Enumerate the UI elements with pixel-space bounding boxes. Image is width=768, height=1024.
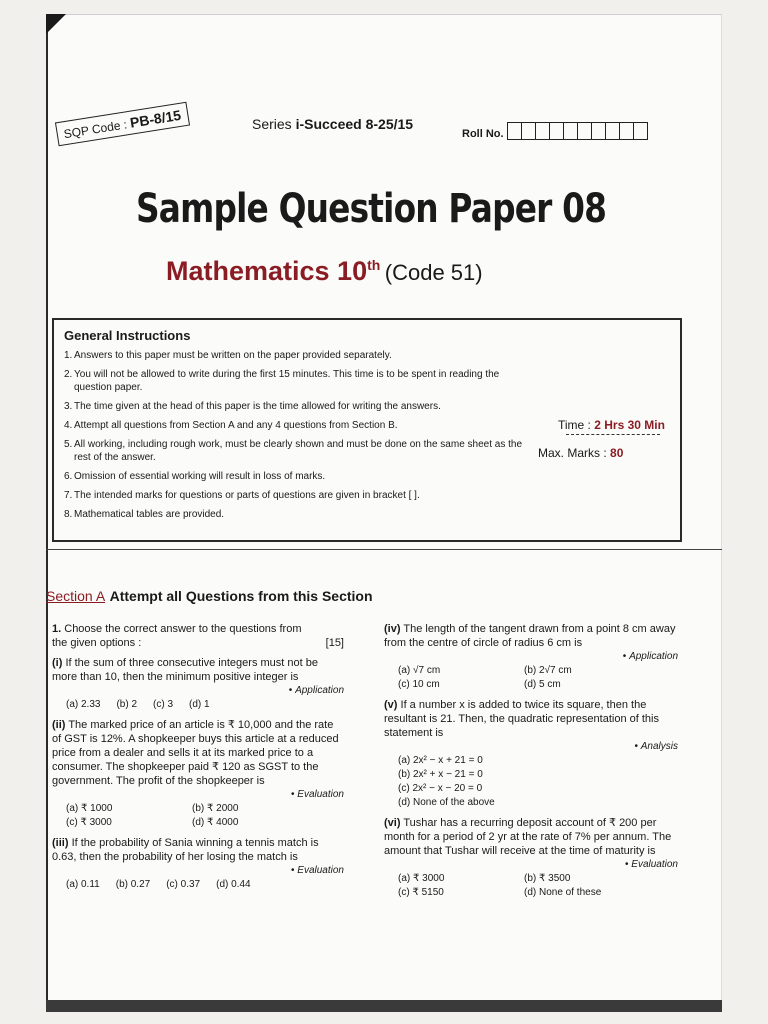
sub-question — [384, 698, 678, 810]
subject-code: (Code 51) — [384, 260, 483, 285]
sub-question — [52, 656, 344, 712]
instruction-text: Attempt all questions from Section A and any 4 questions from Section B. — [74, 420, 398, 431]
instruction-item — [64, 438, 534, 464]
instruction-text: You will not be allowed to write during the first 15 minutes. This time is to be spent in reading the question paper. — [74, 369, 500, 393]
answer-option[interactable]: (a) √7 cm — [398, 665, 441, 676]
instruction-number: 7. — [64, 490, 73, 501]
instruction-text: The time given at the head of this paper is the time allowed for writing the answers. — [74, 401, 441, 412]
section-title: Attempt all Questions from this Section — [109, 588, 373, 604]
question-tag: • Evaluation — [52, 788, 344, 802]
sub-question-number: (iii) — [52, 837, 69, 849]
answer-option[interactable]: (a) 0.11 — [66, 879, 100, 890]
left-column — [52, 622, 344, 898]
question-tag: • Application — [52, 684, 344, 698]
instruction-text: Omission of essential working will result in loss of marks. — [74, 471, 326, 482]
series-label: Series — [252, 116, 292, 132]
sub-question — [52, 718, 344, 830]
instruction-number: 1. — [64, 350, 73, 361]
q1-text: Choose the correct answer to the questions from the given options : — [52, 623, 302, 649]
roll-number-label: Roll No. — [462, 128, 504, 140]
page-title: Sample Question Paper 08 — [136, 186, 607, 232]
roll-number-boxes — [507, 122, 647, 140]
instruction-item — [64, 368, 534, 394]
instruction-number: 8. — [64, 509, 73, 520]
answer-option[interactable]: (c) 10 cm — [398, 679, 440, 690]
instruction-item — [64, 400, 534, 413]
series-name: i-Succeed 8-25/15 — [295, 116, 414, 132]
roll-number-box[interactable] — [507, 122, 522, 140]
sub-question-text: The length of the tangent drawn from a point 8 cm away from the centre of circle of radius 6 cm is — [384, 623, 676, 649]
sub-question — [384, 816, 678, 900]
instruction-number: 3. — [64, 401, 73, 412]
question-tag: • Application — [384, 650, 678, 664]
page-edge-shadow — [46, 1000, 722, 1012]
answer-option[interactable]: (b) 2x² + x − 21 = 0 — [398, 769, 483, 780]
q1-number: 1. — [52, 623, 62, 635]
subject-sup: th — [367, 257, 381, 273]
answer-options — [384, 664, 678, 692]
answer-option[interactable]: (b) 2√7 cm — [524, 665, 572, 676]
answer-option[interactable]: (b) ₹ 3500 — [524, 873, 571, 884]
divider-line — [46, 549, 722, 550]
answer-option[interactable]: (c) 2x² − x − 20 = 0 — [398, 783, 483, 794]
roll-number-box[interactable] — [619, 122, 634, 140]
answer-option[interactable]: (d) 1 — [189, 699, 210, 710]
sub-question-text: If a number x is added to twice its square, then the resultant is 21. Then, the quadratic representation of this statement is — [384, 699, 659, 739]
sub-question-number: (iv) — [384, 623, 401, 635]
instruction-item — [64, 508, 534, 521]
roll-number-box[interactable] — [563, 122, 578, 140]
right-column — [384, 622, 678, 906]
answer-option[interactable]: (a) ₹ 3000 — [398, 873, 445, 884]
max-marks — [538, 446, 623, 460]
section-heading — [46, 588, 373, 606]
sub-question-number: (ii) — [52, 719, 66, 731]
answer-options — [384, 754, 678, 810]
answer-option[interactable]: (b) 0.27 — [115, 879, 151, 890]
instruction-text: Answers to this paper must be written on the paper provided separately. — [74, 350, 392, 361]
sqp-code: PB-8/15 — [128, 106, 183, 131]
sub-question-text: Tushar has a recurring deposit account of ₹ 200 per month for a period of 2 yr at the rate of 7% per annum. The amount that Tushar will receive at the time of maturity is — [384, 817, 672, 857]
answer-option[interactable]: (c) ₹ 3000 — [66, 817, 112, 828]
answer-options — [52, 802, 344, 830]
sqp-label: SQP Code : — [62, 117, 129, 142]
sub-question — [384, 622, 678, 692]
answer-option[interactable]: (c) ₹ 5150 — [398, 887, 444, 898]
instruction-text: All working, including rough work, must be clearly shown and must be done on the same sheet as the rest of the answer. — [74, 439, 523, 463]
answer-option[interactable]: (d) ₹ 4000 — [192, 817, 239, 828]
instruction-text: The intended marks for questions or parts of questions are given in bracket [ ]. — [74, 490, 420, 501]
sub-question-text: If the probability of Sania winning a tennis match is 0.63, then the probability of her losing the match is — [52, 837, 319, 863]
sub-question — [52, 836, 344, 892]
answer-option[interactable]: (a) 2x² − x + 21 = 0 — [398, 755, 483, 766]
sub-question-number: (vi) — [384, 817, 401, 829]
instruction-item — [64, 349, 534, 362]
sub-question-number: (i) — [52, 657, 63, 669]
instruction-item — [64, 470, 534, 483]
subject-name: Mathematics 10th — [166, 256, 381, 286]
answer-option[interactable]: (c) 3 — [153, 699, 174, 710]
instruction-number: 5. — [64, 439, 73, 450]
answer-option[interactable]: (a) ₹ 1000 — [66, 803, 113, 814]
answer-option[interactable]: (c) 0.37 — [166, 879, 201, 890]
answer-option[interactable]: (d) 0.44 — [216, 879, 251, 890]
instruction-item — [64, 489, 534, 502]
time-allowed — [558, 418, 665, 432]
time-label: Time : — [558, 418, 591, 432]
instruction-number: 6. — [64, 471, 73, 482]
instructions-title: General Instructions — [64, 328, 191, 343]
roll-number-box[interactable] — [591, 122, 606, 140]
subject-heading — [166, 256, 483, 287]
time-value: 2 Hrs 30 Min — [594, 418, 665, 432]
roll-number-box[interactable] — [633, 122, 648, 140]
question-tag: • Analysis — [384, 740, 678, 754]
instruction-item — [64, 419, 534, 432]
instructions-list — [64, 349, 534, 521]
instruction-text: Mathematical tables are provided. — [74, 509, 225, 520]
question-1 — [52, 622, 344, 650]
answer-options — [384, 872, 678, 900]
sub-question-text: The marked price of an article is ₹ 10,000 and the rate of GST is 12%. A shopkeeper buys this article at a reduced price from a dealer and sells it at its marked price to a consumer. The shopkeeper paid ₹ 120 as SGST to the government. The profit of the shopkeeper is — [52, 719, 339, 787]
series-line — [252, 116, 413, 132]
roll-number-box[interactable] — [605, 122, 620, 140]
marks-value: 80 — [610, 446, 624, 460]
answer-options — [52, 698, 344, 712]
answer-option[interactable]: (d) None of these — [524, 887, 602, 898]
roll-number-box[interactable] — [535, 122, 550, 140]
q1-marks: [15] — [325, 637, 344, 649]
marks-label: Max. Marks : — [538, 446, 607, 460]
answer-options — [52, 878, 344, 892]
roll-number-box[interactable] — [577, 122, 592, 140]
answer-option[interactable]: (a) 2.33 — [66, 699, 101, 710]
sub-question-number: (v) — [384, 699, 398, 711]
question-tag: • Evaluation — [384, 858, 678, 872]
sub-question-text: If the sum of three consecutive integers must not be more than 10, then the minimum positive integer is — [52, 657, 318, 683]
answer-option[interactable]: (b) 2 — [116, 699, 138, 710]
section-name: Section A — [46, 588, 106, 604]
divider-dashed — [566, 434, 660, 435]
answer-option[interactable]: (b) ₹ 2000 — [192, 803, 239, 814]
question-tag: • Evaluation — [52, 864, 344, 878]
instruction-number: 4. — [64, 420, 73, 431]
answer-option[interactable]: (d) 5 cm — [524, 679, 561, 690]
roll-number-box[interactable] — [549, 122, 564, 140]
instruction-number: 2. — [64, 369, 73, 380]
answer-option[interactable]: (d) None of the above — [398, 797, 495, 808]
roll-number-box[interactable] — [521, 122, 536, 140]
